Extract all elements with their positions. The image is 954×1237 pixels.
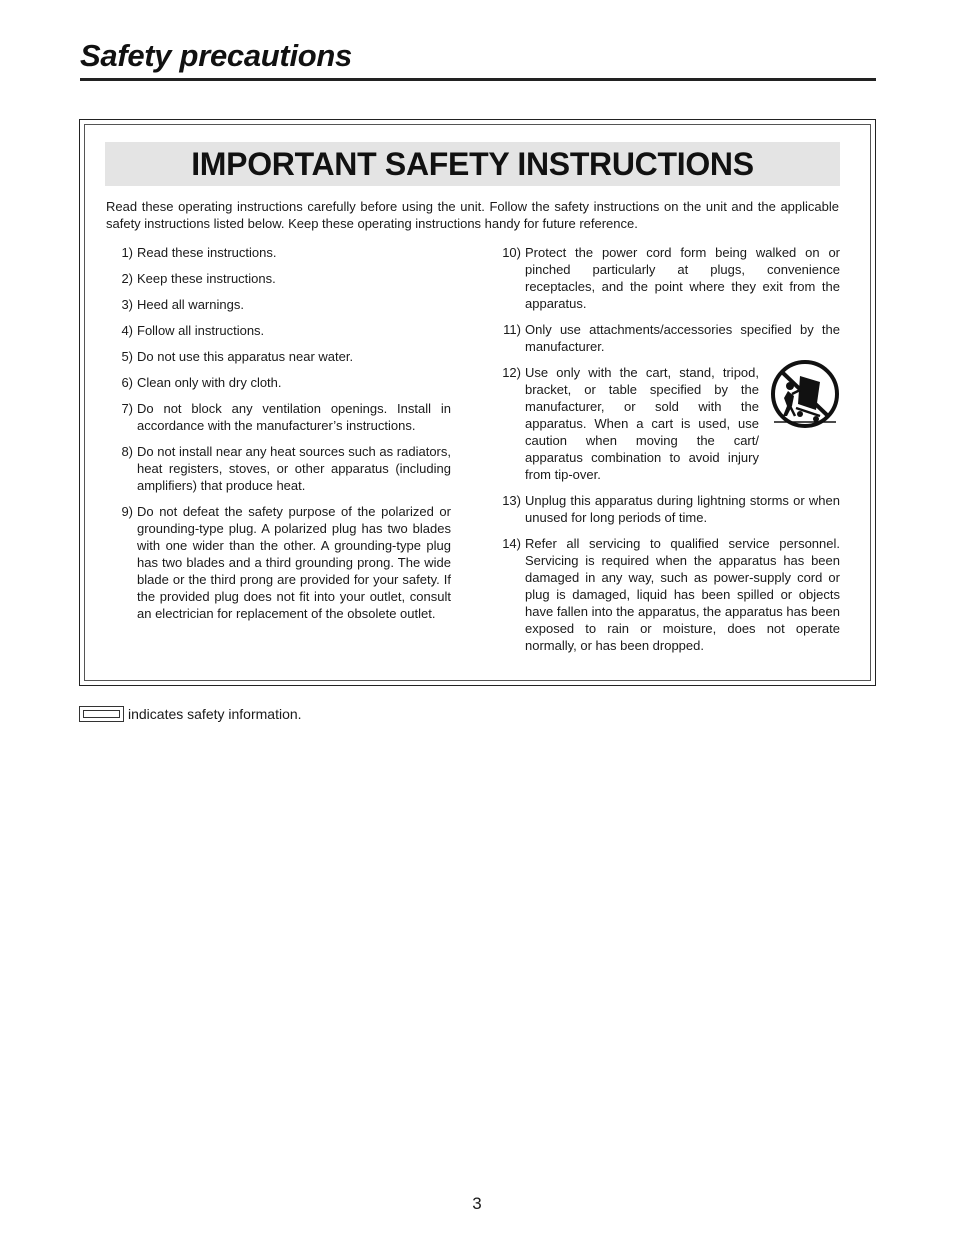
banner-title: IMPORTANT SAFETY INSTRUCTIONS [191, 145, 754, 182]
list-item [500, 492, 840, 526]
item-text: Protect the power cord form being walked on or pinched particularly at plugs, convenience receptacles, and the point where they exit from the apparatus. [525, 245, 840, 311]
item-number: 5) [121, 349, 133, 364]
list-item [116, 348, 451, 365]
banner [105, 142, 840, 186]
item-text: Do not defeat the safety purpose of the polarized or grounding-type plug. A polarized plug has two blades with one wider than the other. A grounding-type plug has two blades and a third grounding prong. The wide blade or the third prong are provided for your safety. If the provided plug does not fit into your outlet, consult an electrician for replacement of the obsolete outlet. [137, 504, 451, 621]
item-number: 9) [121, 504, 133, 519]
item-text: Do not block any ventilation openings. Install in accordance with the manufacturer’s instructions. [137, 401, 451, 433]
item-number: 13) [502, 493, 521, 508]
item-number: 4) [121, 323, 133, 338]
item-text: Follow all instructions. [137, 323, 265, 338]
item-text: Clean only with dry cloth. [137, 375, 282, 390]
item-text: Keep these instructions. [137, 271, 276, 286]
item-number: 14) [502, 536, 521, 551]
item-number: 11) [503, 322, 521, 337]
left-instruction-list [116, 244, 451, 631]
item-number: 7) [121, 401, 133, 416]
list-item [116, 322, 451, 339]
list-item [500, 364, 840, 483]
legend-text: indicates safety information. [128, 706, 302, 722]
item-text: Use only with the cart, stand, tripod, bracket, or table specified by the manufacturer, or sold with the apparatus. When a cart is used, use caution when moving the cart/ apparatus combination to avoid injury from tip-over. [525, 365, 759, 482]
right-instruction-list [500, 244, 840, 663]
item-number: 8) [121, 444, 133, 459]
item-text: Read these instructions. [137, 245, 277, 260]
list-item [500, 535, 840, 654]
item-number: 2) [121, 271, 133, 286]
list-item [116, 374, 451, 391]
list-item [116, 503, 451, 622]
item-text: Only use attachments/accessories specified by the manufacturer. [525, 322, 840, 354]
item-number: 3) [121, 297, 133, 312]
item-number: 1) [121, 245, 133, 260]
list-item [116, 296, 451, 313]
item-text: Do not install near any heat sources such as radiators, heat registers, stoves, or other apparatus (including amplifiers) that produce heat. [137, 444, 451, 493]
list-item [500, 321, 840, 355]
list-item [116, 270, 451, 287]
page-number: 3 [472, 1194, 482, 1213]
list-item [116, 443, 451, 494]
list-item [116, 244, 451, 261]
cart-tip-over-warning-icon [770, 360, 840, 432]
item-text-container [525, 364, 840, 483]
intro-paragraph: Read these operating instructions carefully before using the unit. Follow the safety instructions on the unit and the applicable safety instructions listed below. Keep these operating instructions handy for future reference. [106, 199, 839, 231]
safety-legend [79, 706, 302, 722]
safety-instructions-box [79, 119, 876, 686]
item-number: 6) [121, 375, 133, 390]
item-text: Unplug this apparatus during lightning storms or when unused for long periods of time. [525, 493, 840, 525]
item-number: 12) [502, 365, 521, 380]
list-item [116, 400, 451, 434]
item-text: Heed all warnings. [137, 297, 244, 312]
title-rule [80, 78, 876, 81]
page-title: Safety precautions [80, 38, 352, 73]
item-text: Do not use this apparatus near water. [137, 349, 354, 364]
item-number: 10) [502, 245, 521, 260]
item-text: Refer all servicing to qualified service personnel. Servicing is required when the apparatus has been damaged in any way, such as power-supply cord or plug is damaged, liquid has been spilled or objects have fallen into the apparatus, the apparatus has been exposed to rain or moisture, does not operate normally, or has been dropped. [525, 536, 840, 653]
safety-info-frame-icon [79, 706, 124, 722]
list-item [500, 244, 840, 312]
